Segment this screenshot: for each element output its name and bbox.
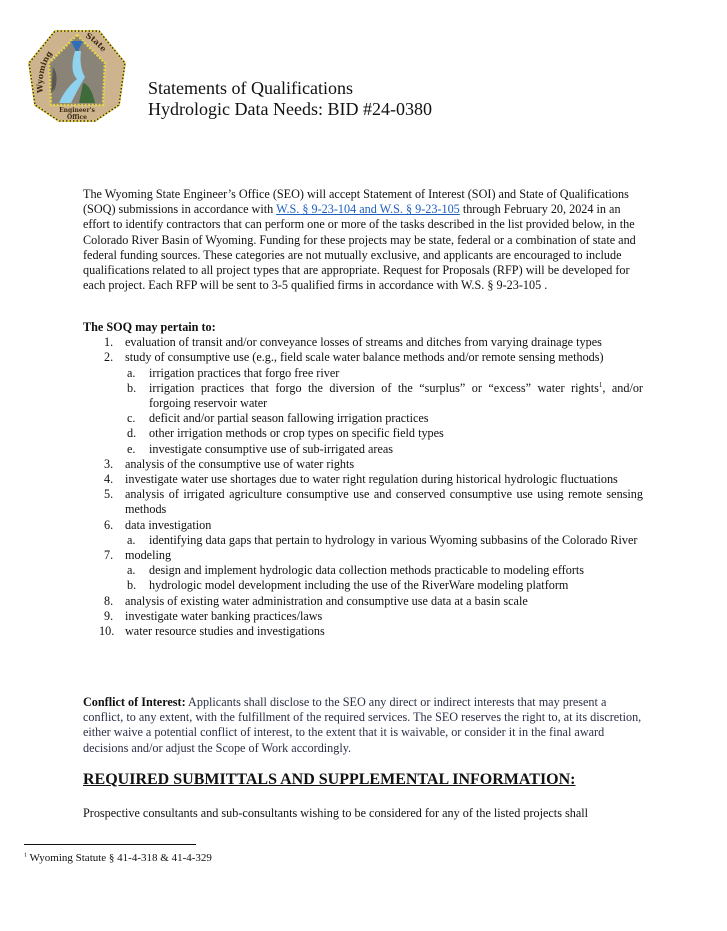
sub-list-item [105,533,643,548]
list-item [83,472,643,487]
sub-item-text: irrigation practices that forgo free river [149,365,340,380]
item-text: analysis of irrigated agriculture consumptive use and conserved consumptive use using remote sensing methods [125,487,643,517]
sub-list [83,366,643,457]
item-text: data investigation [125,517,212,532]
intro-text-end: through February 20, 2024 in an effort to identify contractors that can perform one or more of the tasks described in the list provided below, in the Colorado River Basin of Wyoming. Funding for these projects may be state, federal or a combination of state and federal funding sources. These categories are not mutually exclusive, and applicants are encouraged to include qualifications related to all project types that are appropriate. Request for Proposals (RFP) will be developed for each project. Each RFP will be sent to 3-5 qualified firms in accordance with W.S. § 9-23-105 . [83,202,636,293]
item-number: 1. [104,335,114,350]
soq-section [83,320,643,639]
sub-item-text-cont: , and/or forgoing reservoir water [149,380,643,411]
conflict-paragraph [83,695,643,756]
item-number: 6. [104,517,114,532]
sub-item-letter: b. [127,578,137,593]
sub-list-item [105,578,643,593]
conflict-label: Conflict of Interest: [83,695,186,709]
sub-item-letter: e. [127,441,136,456]
sub-item-letter: a. [127,532,136,547]
item-number: 7. [104,548,114,563]
footnote-marker: 1 [24,852,27,859]
item-number: 8. [104,593,114,608]
required-submittals-text: Prospective consultants and sub-consultants wishing to be considered for any of the listed projects shall [83,806,589,820]
list-item [83,624,643,639]
footnote-ref[interactable]: 1 [598,380,603,389]
item-number: 5. [104,487,114,502]
seo-seal-icon [25,23,129,125]
sub-list-item [105,426,643,441]
soq-heading: The SOQ may pertain to: [83,320,216,334]
sub-item-text: investigate consumptive use of sub-irrigated areas [149,441,394,456]
item-number: 3. [104,456,114,471]
conflict-of-interest-section [83,695,643,756]
item-text: investigate water use shortages due to water right regulation during historical hydrologic fluctuations [125,472,618,487]
svg-text:Office: Office [67,114,87,121]
footnote [24,852,212,864]
item-text: analysis of the consumptive use of water rights [125,456,355,471]
sub-item-text: hydrologic model development including the use of the RiverWare modeling platform [149,578,569,593]
intro-section [83,187,643,293]
sub-list-item [105,366,643,381]
soq-list [83,335,643,639]
conflict-text: Applicants shall disclose to the SEO any direct or indirect interests that may present a conflict, to any extent, with the fulfillment of the required services. The SEO reserves the right to, at its discretion, either waive a potential conflict of interest, to the extent that it is waivable, or consider it in the final award decisions and/or adjust the Scope of Work accordingly. [83,695,642,755]
required-submittals-heading: REQUIRED SUBMITTALS AND SUPPLEMENTAL INFORMATION: [83,771,576,788]
sub-list [83,563,643,593]
document-title: Statements of Qualifications [148,78,353,98]
sub-item-letter: a. [127,563,136,578]
document-title-block [148,78,432,120]
sub-item-text: design and implement hydrologic data collection methods practicable to modeling efforts [149,563,585,578]
item-text: water resource studies and investigations [125,624,325,639]
footnote-divider [24,844,196,845]
sub-item-letter: c. [127,411,136,426]
sub-list-item [105,563,643,578]
item-number: 2. [104,350,114,365]
list-item [83,609,643,624]
sub-item-text: deficit and/or partial season fallowing irrigation practices [149,411,429,426]
sub-list [83,533,643,548]
item-number: 9. [104,608,114,623]
item-number: 10. [99,624,115,639]
statute-link[interactable]: W.S. § 9-23-104 and W.S. § 9-23-105 [276,202,460,217]
sub-item-letter: b. [127,380,137,395]
svg-text:State: State [84,30,109,54]
sub-list-item [105,411,643,426]
intro-paragraph [83,187,643,293]
item-text: evaluation of transit and/or conveyance losses of streams and ditches from varying drainage types [125,335,602,350]
item-text: study of consumptive use (e.g., field scale water balance methods and/or remote sensing methods) [125,350,604,365]
item-text: investigate water banking practices/laws [125,608,323,623]
sub-item-text: other irrigation methods or crop types on specific field types [149,426,444,441]
sub-list-item [105,442,643,457]
list-item [83,457,643,472]
sub-item-letter: a. [127,365,136,380]
item-text: modeling [125,548,172,563]
list-item [83,487,643,517]
document-subtitle: Hydrologic Data Needs: BID #24-0380 [148,99,432,119]
list-item [83,548,643,594]
intro-text-start: The Wyoming State Engineer’s Office (SEO) will accept Statement of Interest (SOI) and State of Qualifications (SOQ) submissions in accordance with [83,187,629,217]
list-item [83,335,643,350]
sub-list-item [105,381,643,411]
sub-item-text: identifying data gaps that pertain to hydrology in various Wyoming subbasins of the Colorado River [149,532,638,547]
item-number: 4. [104,472,114,487]
sub-item-letter: d. [127,426,137,441]
svg-text:Engineer's: Engineer's [59,107,95,114]
list-item [83,518,643,548]
svg-text:Wyoming: Wyoming [34,48,54,94]
list-item [83,594,643,609]
footnote-text: Wyoming Statute § 41-4-318 & 41-4-329 [27,852,212,864]
sub-item-text: irrigation practices that forgo the diversion of the “surplus” or “excess” water rights [149,380,599,395]
list-item [83,350,643,456]
item-text: analysis of existing water administration and consumptive use data at a basin scale [125,593,528,608]
seo-logo [25,23,129,125]
